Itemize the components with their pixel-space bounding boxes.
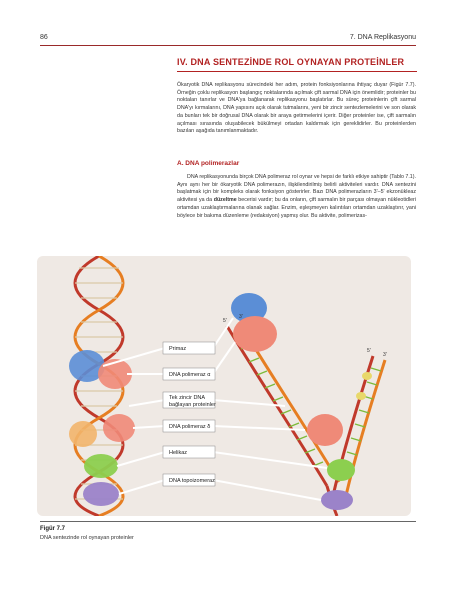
strand-end-label: 3' [383, 352, 387, 358]
label-primaz: Primaz [169, 346, 187, 352]
helicase-protein [327, 459, 355, 481]
pol-delta-protein [307, 414, 343, 446]
fork-proteins [231, 293, 372, 510]
section-title-rule [177, 71, 417, 72]
emphasis-term: düzeltme [213, 197, 237, 204]
page-number: 86 [40, 34, 48, 41]
paragraph-text-part2: becerisi vardır; bu da onların, çift sarmalın bir parçası olmayan nükleotidleri ortamdan uzaklaştırmalarına olanak sağlar. Enzim, eşleşmeyen kalıntıları ortamdan uzaklaştırır, yani böylece bir bakıma düzenleme (redaksiyon) yapmış olur. Bu aktivite, polimerizas- [177, 197, 416, 219]
paragraph-text-part1: DNA replikasyonunda birçok DNA polimeraz rol oynar ve hepsi de farklı etkiye sahiptir (Tablo 7.1). Aynı aynı her bir ökaryotik DNA polimerazın, ilişkilendirilmiş belirli aktiviteleri vardır. DNA sentezini başlatmak için bir kompleks olarak fonksiyon gösterirler. Bazı DNA polimerazların 3'–5' ekzonükleaz aktivitesi ya da [177, 174, 416, 204]
running-header-chapter: 7. DNA Replikasyonu [349, 34, 416, 41]
label-ssb-line1: Tek zincir DNA [169, 395, 206, 401]
arrow [213, 342, 235, 374]
label-boxes [163, 342, 216, 486]
section-title: IV. DNA SENTEZİNDE ROL OYNAYAN PROTEİNLER [177, 57, 405, 67]
ssb-protein-1 [362, 372, 372, 380]
arrow [117, 452, 165, 466]
arrow [213, 480, 321, 500]
arrow [133, 426, 165, 428]
pol-alpha-protein [233, 316, 277, 352]
subsection-heading: A. DNA polimerazlar [177, 160, 240, 167]
replication-fork-diagram [37, 256, 411, 516]
topoisomerase-protein [321, 490, 353, 510]
label-helikaz: Helikaz [169, 450, 188, 456]
arrow [129, 400, 165, 406]
ssb-protein-2 [356, 392, 366, 400]
green-protein-left [84, 454, 118, 478]
intro-paragraph: Ökaryotik DNA replikasyonu sürecindeki her adım, protein fonksiyonlarına ihtiyaç duyar (Figür 7.7). Örneğin çoklu replikasyon başlangıç noktalarında açılmak çift sarmal DNA için önemlidir; proteinler bu noktaları tanırlar ve DNA'ya bağlanarak replikasyonu başlatırlar. Bu süreç proteinlerin çift sarmal DNA'yı kırmalarını, DNA yapısını açık olarak tutmalarını, yeni bir zincir sentezlemelerini ve son olarak da bunları tek bir doğrusal DNA olarak bir araya getirmelerini içerir. Diğer proteinler ise, çift sarmalın açılması sırasında oluşabilecek bükülmeyi ortadan kaldırmak için gereklidirler. Bu proteinlerden bazıları aşağıda tanımlanmaktadır. [177, 82, 416, 135]
figure-illustration [37, 256, 411, 516]
polymerase-paragraph [177, 174, 416, 220]
helix-proteins [69, 350, 135, 506]
figure-rule [40, 521, 416, 522]
pink-protein-left-2 [103, 414, 135, 442]
label-pol-alpha: DNA polimeraz α [169, 372, 211, 378]
header-rule [40, 45, 416, 46]
label-ssb-line2: bağlayan proteinler [169, 402, 216, 408]
purple-protein-left [83, 482, 119, 506]
figure-caption: DNA sentezinde rol oynayan proteinler [40, 535, 134, 541]
arrow [103, 348, 165, 366]
strand-end-label: 3' [239, 314, 243, 320]
arrow [119, 480, 165, 494]
strand-end-label: 5' [367, 348, 371, 354]
label-pol-delta: DNA polimeraz δ [169, 424, 211, 430]
figure-title: Figür 7.7 [40, 526, 66, 532]
strand-end-label: 5' [223, 318, 227, 324]
orange-protein-left [69, 421, 97, 447]
label-topo: DNA topoizomeraz [169, 478, 215, 484]
